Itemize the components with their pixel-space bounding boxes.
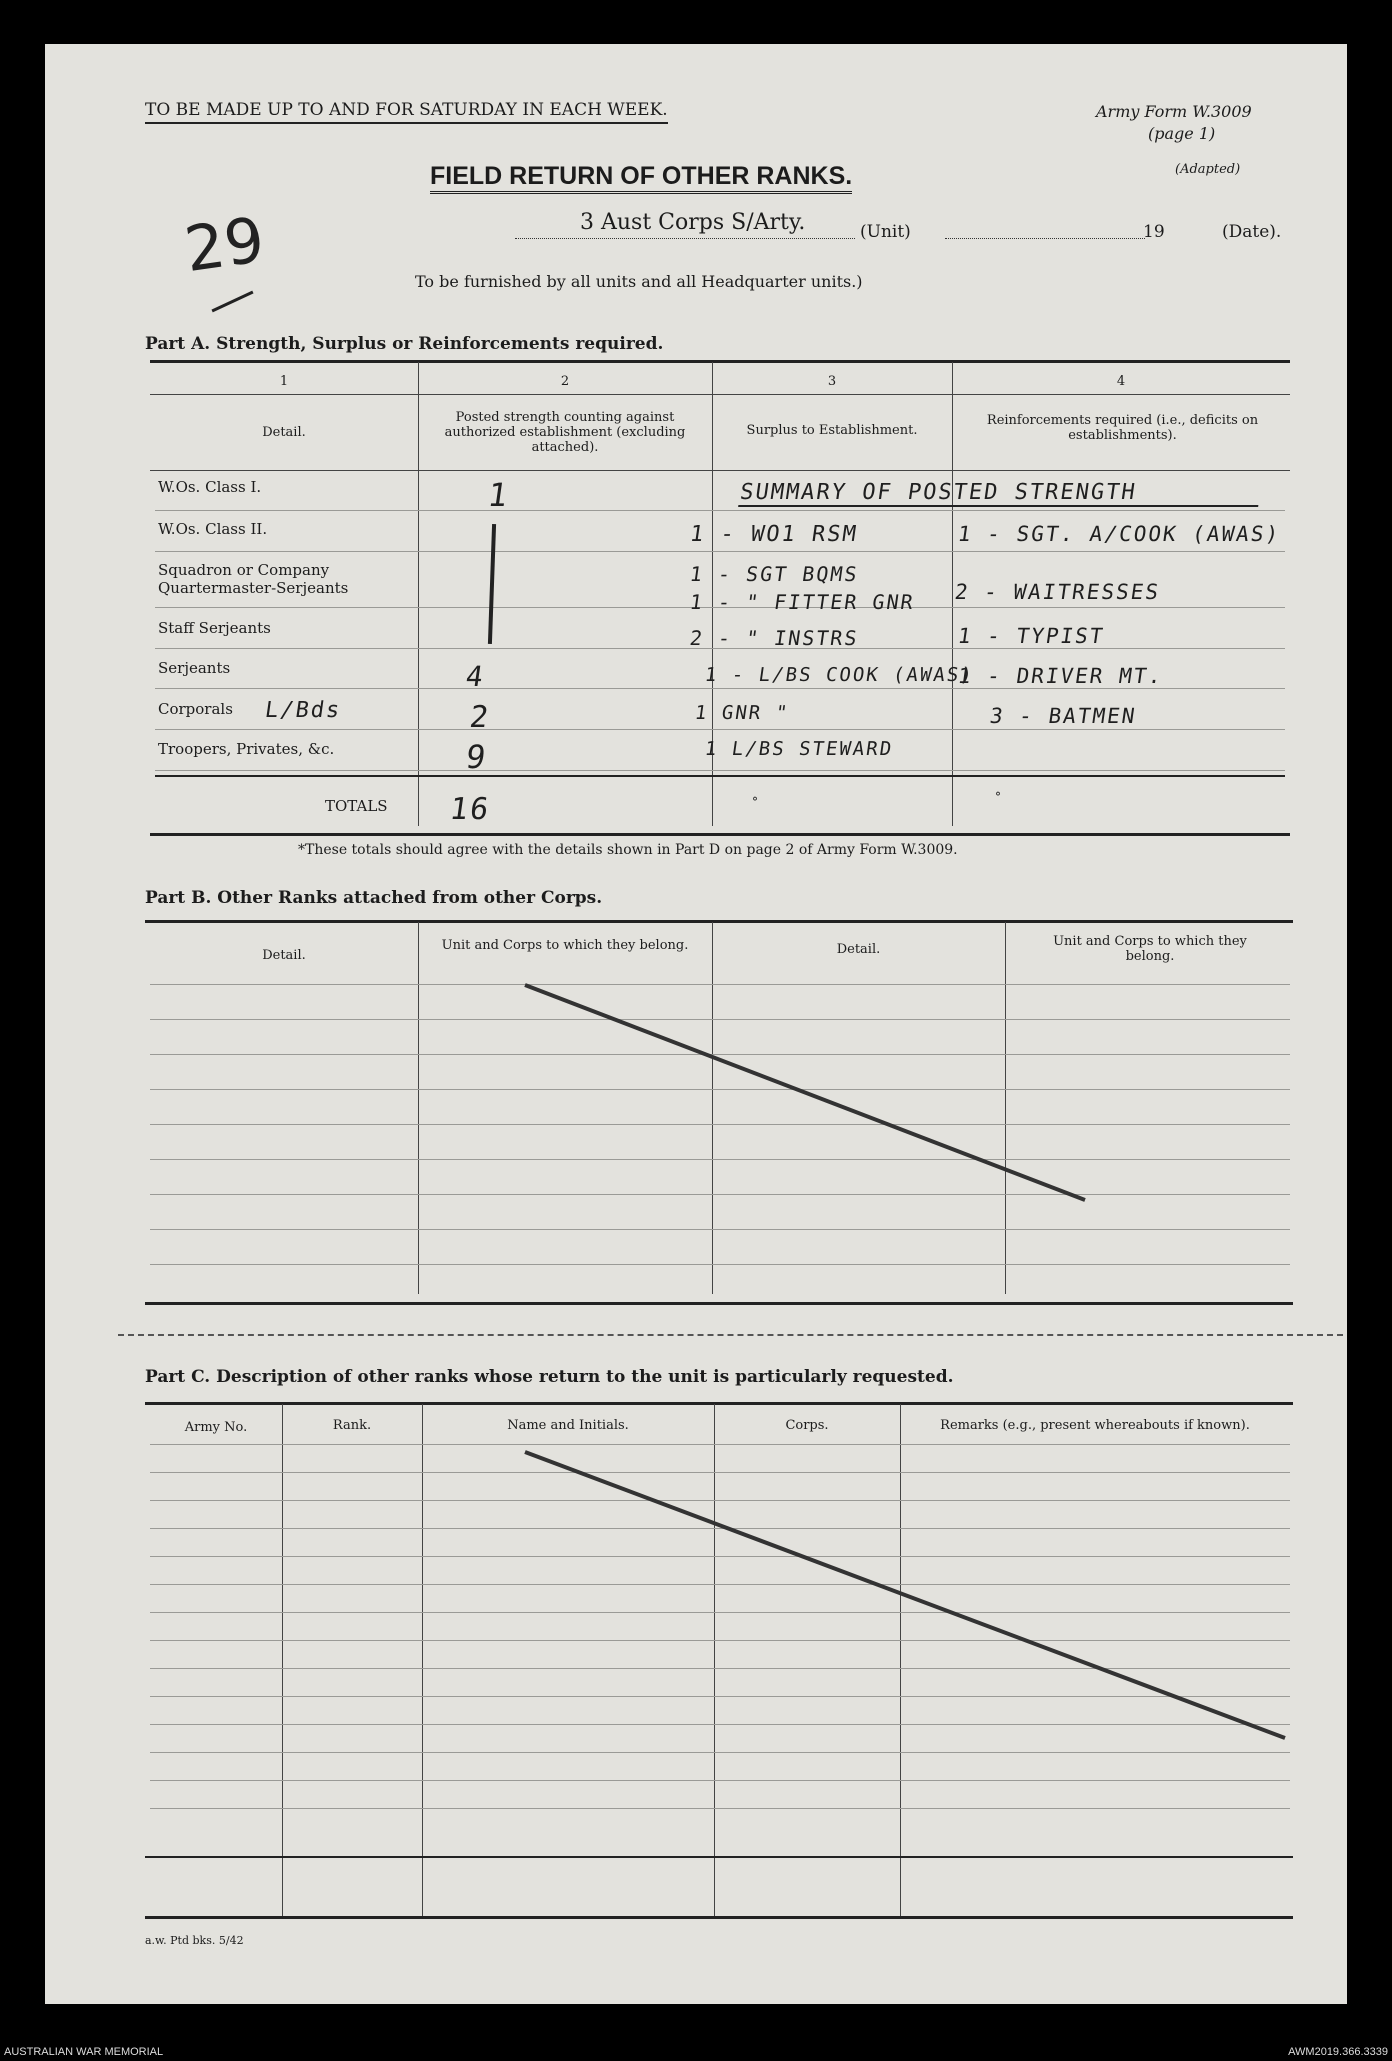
part-b-col-unit-2: Unit and Corps to which they belong. (1053, 934, 1247, 964)
part-c-col-remarks: Remarks (e.g., present whereabouts if known). (940, 1418, 1250, 1433)
part-c-col-corps: Corps. (785, 1418, 829, 1433)
part-a-title: Part A. Strength, Surplus or Reinforcements required. (145, 334, 664, 354)
row-detail-privates: Troopers, Privates, &c. (158, 740, 335, 758)
totals-label: TOTALS (325, 797, 388, 815)
col-header-posted: Posted strength counting against authorized establishment (excluding attached). (444, 410, 686, 455)
part-c-col-army-no: Army No. (184, 1420, 248, 1435)
summary-heading: SUMMARY OF POSTED STRENGTH (738, 480, 1262, 507)
unit-stamp: 3 Aust Corps S/Arty. (580, 210, 806, 235)
footer-right: AWM2019.366.3339 (1288, 2046, 1388, 2058)
posted-privates: 9 (463, 738, 490, 776)
col-number-1: 1 (279, 374, 289, 389)
part-c-title: Part C. Description of other ranks whose return to the unit is particularly requested. (145, 1367, 954, 1387)
row-detail-staff-serjeants: Staff Serjeants (158, 619, 271, 637)
summary-right-5: 3 - BATMEN (988, 704, 1139, 728)
col-header-surplus: Surplus to Establishment. (746, 423, 918, 438)
summary-right-2: 2 - WAITRESSES (953, 580, 1162, 604)
part-b-col-unit-1: Unit and Corps to which they belong. (441, 938, 689, 953)
totals-value: 16 (447, 792, 493, 827)
summary-left-5: 1 - L/BS COOK (AWAS) (703, 664, 976, 686)
summary-left-7: 1 L/BS STEWARD (703, 738, 895, 760)
summary-left-2: 1 - SGT BQMS (688, 562, 861, 586)
part-c-col-name: Name and Initials. (507, 1418, 629, 1433)
summary-right-1: 1 - SGT. A/COOK (AWAS) (956, 522, 1282, 546)
handwritten-number: 29 (180, 202, 269, 287)
row-detail-wo2: W.Os. Class II. (158, 520, 268, 538)
furnish-note: To be furnished by all units and all Headquarter units.) (415, 272, 863, 291)
row-detail-corporals: Corporals (158, 700, 233, 718)
col-number-4: 4 (1116, 374, 1126, 389)
part-a-footnote: *These totals should agree with the details shown in Part D on page 2 of Army Form W.3009. (298, 842, 958, 858)
part-c-col-rank: Rank. (332, 1418, 372, 1433)
col-number-3: 3 (827, 374, 837, 389)
part-b-col-detail-1: Detail. (262, 948, 306, 963)
row-detail-serjeants: Serjeants (158, 659, 231, 677)
date-label: (Date). (1222, 222, 1282, 242)
col-number-2: 2 (560, 374, 570, 389)
adapted-label: (Adapted) (1175, 162, 1241, 177)
page-label: (page 1) (1148, 124, 1216, 143)
col-header-reinforcements: Reinforcements required (i.e., deficits on establishments). (986, 413, 1259, 443)
summary-left-1: 1 - WO1 RSM (688, 522, 860, 547)
summary-left-4: 2 - " INSTRS (688, 626, 861, 650)
part-b-title: Part B. Other Ranks attached from other Corps. (145, 888, 603, 908)
row-detail-wo1: W.Os. Class I. (158, 478, 262, 496)
posted-serjeants: 4 (463, 660, 488, 693)
col-header-detail: Detail. (262, 425, 306, 440)
totals-marker-4: ° (995, 790, 1001, 804)
summary-right-4: 1 - DRIVER MT. (956, 664, 1165, 688)
unit-label: (Unit) (860, 222, 911, 242)
print-code: a.w. Ptd bks. 5/42 (145, 1934, 244, 1947)
instruction-text: TO BE MADE UP TO AND FOR SATURDAY IN EACH WEEK. (145, 100, 668, 124)
form-number: Army Form W.3009 (1096, 102, 1252, 121)
summary-right-3: 1 - TYPIST (956, 624, 1107, 648)
footer-left: AUSTRALIAN WAR MEMORIAL (4, 2046, 164, 2058)
corporals-note: L/Bds (263, 698, 343, 723)
summary-left-6: 1 GNR " (693, 702, 791, 724)
row-detail-cqms: Squadron or Company Quartermaster-Serjeants (158, 561, 349, 597)
form-title: FIELD RETURN OF OTHER RANKS. (430, 162, 852, 194)
part-b-col-detail-2: Detail. (836, 942, 881, 957)
totals-marker-3: ° (752, 795, 758, 809)
posted-wo1: 1 (485, 476, 512, 514)
year-prefix: 19 (1143, 222, 1165, 242)
posted-corporals: 2 (467, 700, 493, 735)
summary-left-3: 1 - " FITTER GNR (688, 590, 917, 614)
